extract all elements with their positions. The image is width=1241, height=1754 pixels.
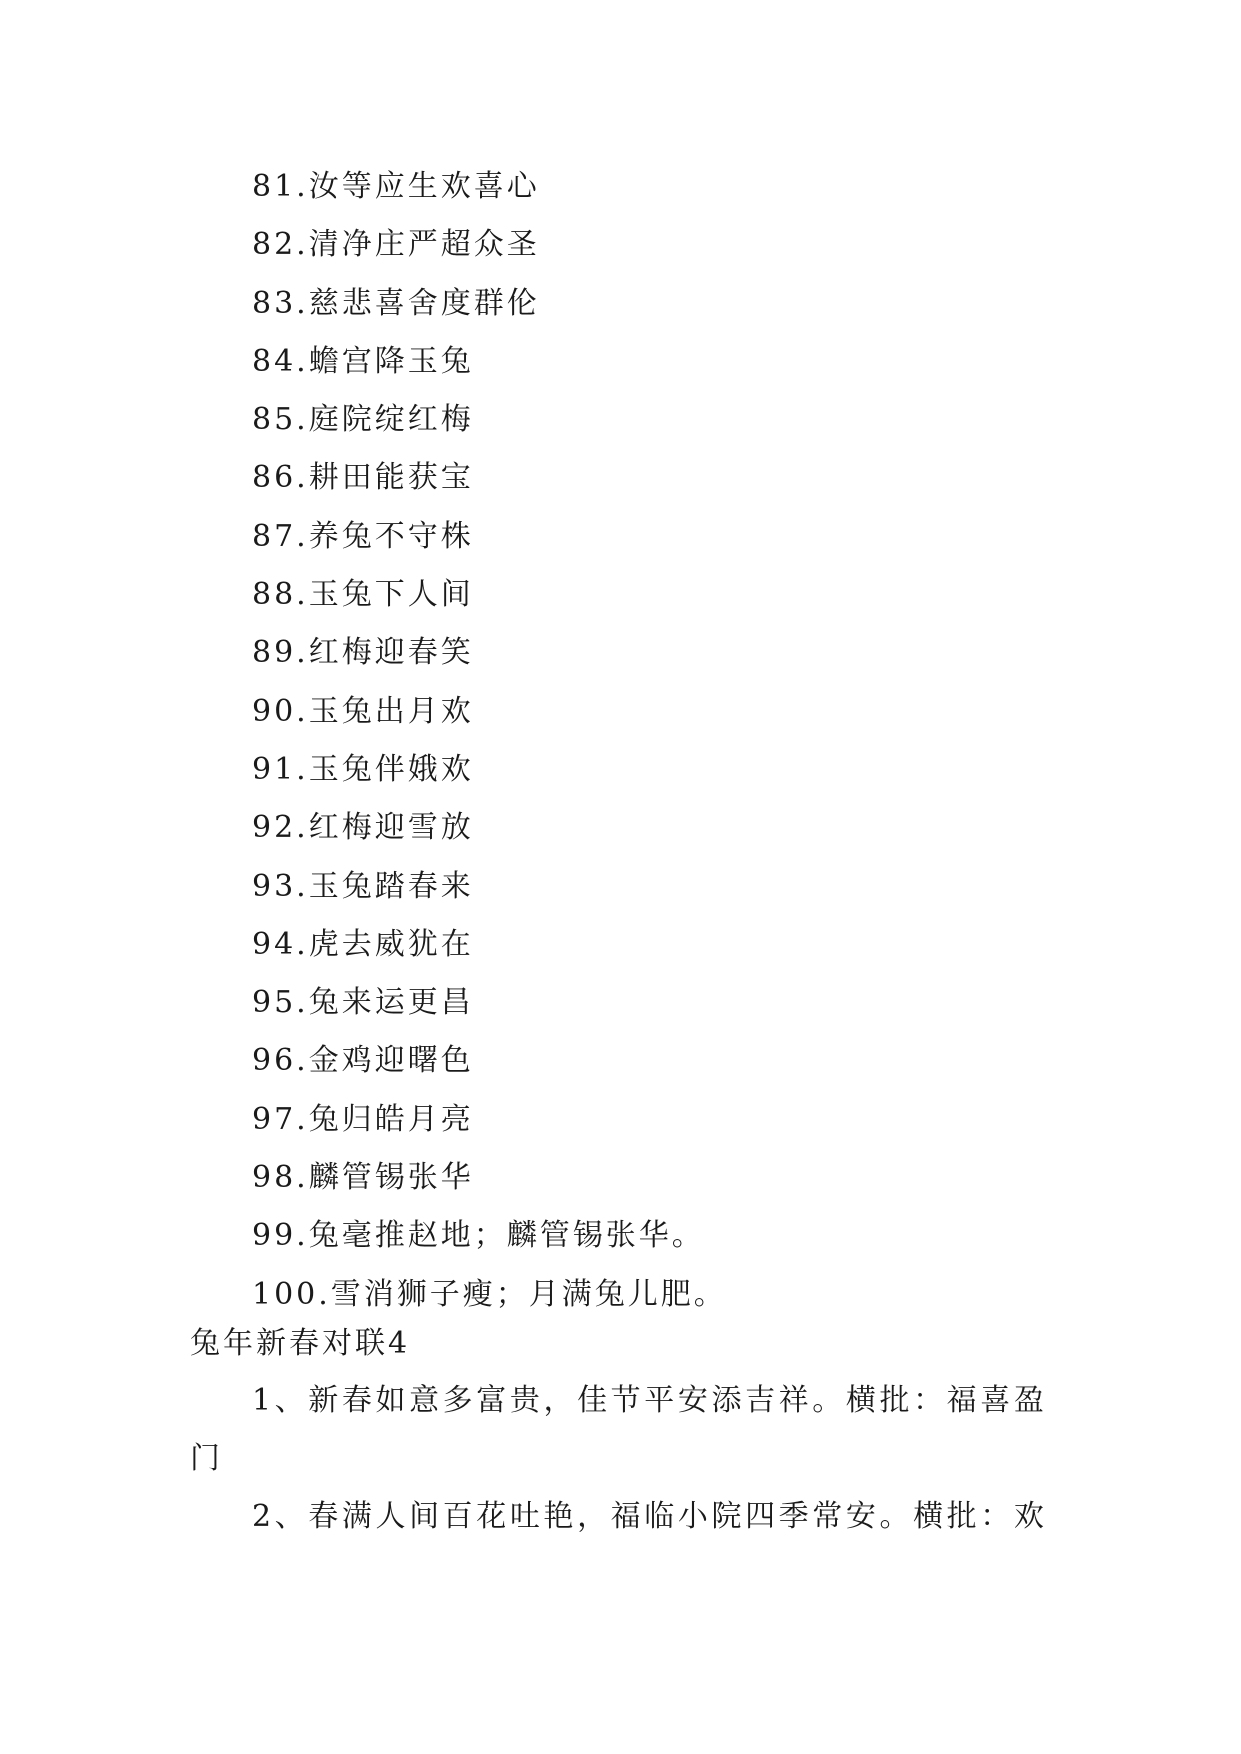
list-item: 86.耕田能获宝 — [252, 460, 474, 496]
list-item: 100.雪消狮子瘦；月满兔儿肥。 — [252, 1276, 727, 1312]
list-item: 84.蟾宫降玉兔 — [252, 343, 474, 379]
section-heading: 兔年新春对联4 — [190, 1326, 411, 1361]
list-item: 96.金鸡迎曙色 — [252, 1043, 474, 1079]
list-item: 98.麟管锡张华 — [252, 1160, 474, 1196]
list-item: 83.慈悲喜舍度群伦 — [252, 285, 540, 321]
list-item: 99.兔毫推赵地；麟管锡张华。 — [252, 1218, 705, 1254]
list-item: 94.虎去威犹在 — [252, 926, 474, 962]
list-item: 93.玉兔踏春来 — [252, 868, 474, 904]
couplet-paragraph: 1、新春如意多富贵，佳节平安添吉祥。横批：福喜盈门 — [190, 1383, 1048, 1476]
couplet-list — [0, 158, 1241, 1324]
list-item: 88.玉兔下人间 — [252, 577, 474, 613]
list-item: 81.汝等应生欢喜心 — [252, 169, 540, 204]
list-item: 95.兔来运更昌 — [252, 985, 474, 1021]
list-item: 89.红梅迎春笑 — [252, 635, 474, 671]
list-item: 82.清净庄严超众圣 — [252, 227, 540, 263]
list-item: 91.玉兔伴娥欢 — [252, 751, 474, 787]
list-item: 85.庭院绽红梅 — [252, 402, 474, 438]
list-item: 92.红梅迎雪放 — [252, 810, 474, 846]
list-item: 90.玉兔出月欢 — [252, 693, 474, 729]
list-item: 87.养兔不守株 — [252, 518, 474, 554]
list-item: 97.兔归皓月亮 — [252, 1101, 474, 1137]
couplet-paragraph: 2、春满人间百花吐艳，福临小院四季常安。横批：欢 — [252, 1499, 1048, 1534]
